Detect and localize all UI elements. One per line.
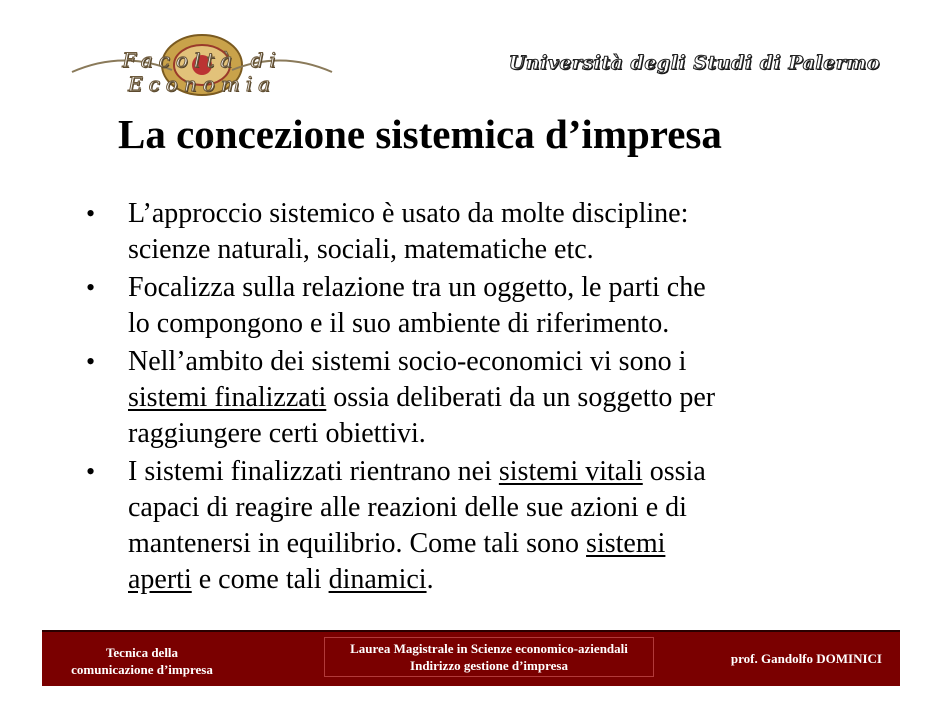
bullet-icon: •	[86, 273, 96, 302]
bullet-text: .	[426, 564, 434, 595]
underlined-term: aperti	[128, 564, 192, 595]
bullet-icon: •	[86, 199, 96, 228]
bullet-item	[80, 454, 850, 598]
university-logo-text: Università degli Studi di Palermo	[508, 52, 880, 74]
bullet-icon: •	[86, 457, 96, 486]
bullet-text: lo compongono e il suo ambiente di riferimento.	[128, 308, 670, 339]
underlined-term: sistemi	[586, 528, 666, 559]
slide-title: La concezione sistemica d’impresa	[118, 111, 722, 157]
bullet-text: I sistemi finalizzati rientrano nei	[128, 456, 499, 487]
bullet-text: e come tali	[191, 564, 329, 595]
footer-degree-line2: Indirizzo gestione d’impresa	[410, 658, 568, 673]
bullet-text: Nell’ambito dei sistemi socio-economici vi sono i	[128, 346, 687, 377]
footer-bar	[42, 632, 900, 686]
faculty-logo	[62, 30, 342, 100]
footer-professor: prof. Gandolfo DOMINICI	[730, 651, 882, 666]
underlined-term: sistemi finalizzati	[128, 382, 327, 413]
bullet-item	[80, 344, 850, 452]
bullet-text: ossia deliberati da un soggetto per	[326, 382, 716, 413]
footer-degree-line1: Laurea Magistrale in Scienze economico-aziendali	[350, 641, 628, 656]
bullet-text: mantenersi in equilibrio. Come tali sono	[128, 528, 587, 559]
underlined-term: dinamici	[328, 564, 427, 595]
footer-course-line2: comunicazione d’impresa	[71, 662, 213, 677]
faculty-logo-text: Facoltà di Economia	[122, 48, 282, 96]
bullet-item	[80, 270, 850, 342]
underlined-term: sistemi vitali	[498, 456, 643, 487]
footer-course	[42, 644, 242, 678]
bullet-list	[80, 196, 850, 600]
bullet-text: raggiungere certi obiettivi.	[128, 418, 426, 449]
bullet-text: ossia	[642, 456, 706, 487]
bullet-text: capaci di reagire alle reazioni delle sue azioni e di	[128, 492, 687, 523]
bullet-text: L’approccio sistemico è usato da molte discipline:	[128, 198, 689, 229]
footer-degree	[324, 637, 654, 677]
bullet-item	[80, 196, 850, 268]
bullet-text: scienze naturali, sociali, matematiche etc.	[128, 234, 594, 265]
bullet-text: Focalizza sulla relazione tra un oggetto, le parti che	[128, 272, 706, 303]
bullet-icon: •	[86, 347, 96, 376]
footer-course-line1: Tecnica della	[105, 645, 179, 660]
